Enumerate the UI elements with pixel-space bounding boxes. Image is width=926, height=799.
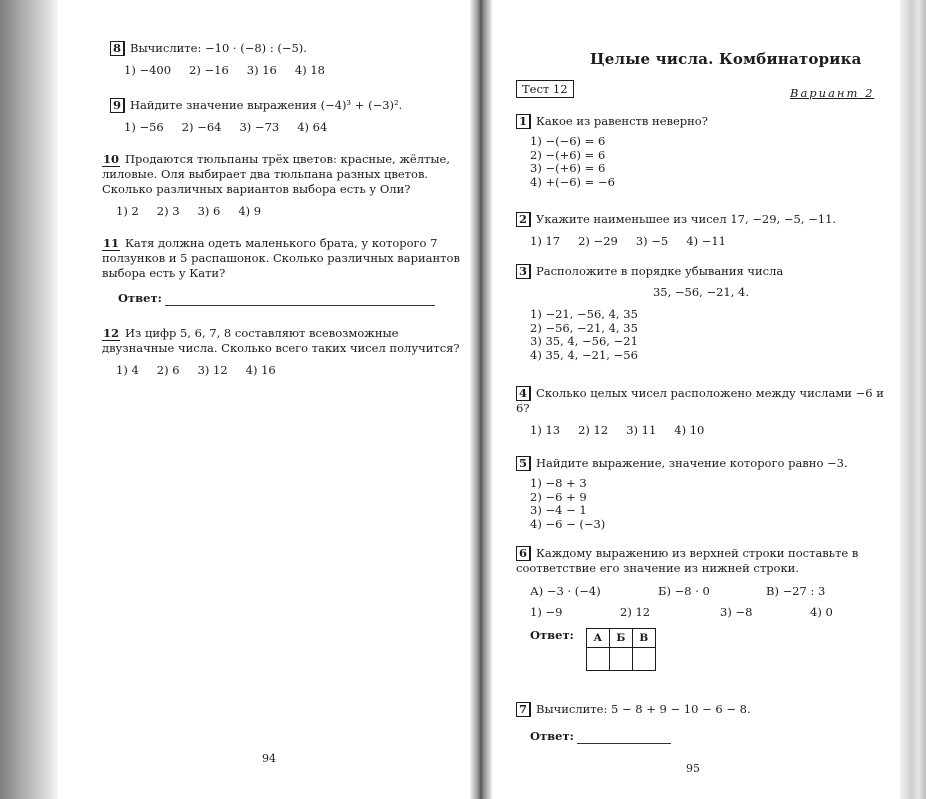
option: 3) 16: [246, 63, 277, 77]
task-number: 4: [516, 386, 531, 401]
task-text: Из цифр 5, 6, 7, 8 составляют всевозможные двузначные числа. Сколько всего таких чисел получится?: [102, 326, 460, 355]
option: 1) 2: [116, 204, 139, 218]
value: 1) −9: [530, 605, 563, 619]
option: 4) 35, 4, −21, −56: [530, 347, 638, 362]
option: 4) +(−6) = −6: [530, 174, 615, 189]
task-text: Каждому выражению из верхней строки поставьте в соответствие его значение из нижней строки.: [516, 546, 859, 575]
option: 1) −8 + 3: [530, 476, 587, 490]
option: 2) −16: [189, 63, 229, 77]
option: 3) −73: [239, 120, 280, 134]
task-options: [110, 63, 460, 78]
task-options: [516, 423, 886, 438]
option: 4) 18: [294, 63, 325, 77]
option: 1) 13: [530, 423, 561, 437]
option: 2) −56, −21, 4, 35: [530, 320, 638, 335]
option: 1) −21, −56, 4, 35: [530, 307, 638, 321]
task-options: [516, 308, 886, 362]
left-page-shadow: [0, 0, 58, 799]
option: 4) −11: [686, 234, 726, 248]
task-text: Найдите выражение, значение которого равно −3.: [536, 456, 848, 470]
option: 3) −4 − 1: [530, 503, 587, 517]
option: 3) 35, 4, −56, −21: [530, 334, 638, 348]
option: 2) −(+6) = 6: [530, 147, 606, 162]
option: 1) −(−6) = 6: [530, 134, 606, 148]
answer-label: Ответ:: [530, 729, 574, 743]
task-number: 3: [516, 264, 531, 279]
option: 2) 3: [156, 204, 180, 218]
right-page-edge: [900, 0, 926, 799]
task-number: 1: [516, 114, 531, 129]
task-9: [110, 98, 460, 135]
left-page: [58, 0, 470, 799]
task-options: [516, 477, 886, 531]
task-3: [516, 264, 886, 362]
answer-cell[interactable]: [609, 648, 632, 671]
task-number: 7: [516, 702, 531, 717]
task-text: Продаются тюльпаны трёх цветов: красные, жёлтые, лиловые. Оля выбирает два тюльпана разных цветов. Сколько различных вариантов выбора есть у Оли?: [102, 152, 451, 196]
option: 2) −29: [578, 234, 618, 248]
task-2: [516, 212, 886, 249]
task-text: Сколько целых чисел расположено между числами −6 и 6?: [516, 386, 884, 415]
task-text: Какое из равенств неверно?: [536, 114, 708, 128]
bottom-row: [516, 605, 886, 620]
option: 1) −400: [124, 63, 172, 77]
option: 4) 64: [297, 120, 328, 134]
option: 3) 11: [626, 423, 657, 437]
answer-label: Ответ:: [118, 291, 162, 305]
option: 4) −6 − (−3): [530, 516, 606, 531]
table-header: А: [586, 629, 609, 648]
task-text: Найдите значение выражения (−4)³ + (−3)².: [130, 98, 403, 112]
task-text: Вычислите: −10 · (−8) : (−5).: [130, 41, 307, 55]
table-header: В: [632, 629, 655, 648]
task-text: Укажите наименьшее из чисел 17, −29, −5, −11.: [536, 212, 837, 226]
variant-label: Вариант 2: [790, 86, 875, 100]
answer-line[interactable]: [577, 733, 671, 744]
option: 3) 6: [197, 204, 221, 218]
answer-row: [516, 729, 886, 744]
expression: В) −27 : 3: [766, 584, 826, 598]
option: 2) −64: [181, 120, 222, 134]
option: 4) 16: [245, 363, 276, 377]
page-number: 95: [686, 762, 700, 775]
task-number: 9: [110, 98, 125, 113]
value: 2) 12: [620, 605, 651, 619]
table-header: Б: [609, 629, 632, 648]
task-12: [102, 326, 462, 378]
task-5: [516, 456, 886, 531]
value: 3) −8: [720, 605, 753, 619]
task-text: Катя должна одеть маленького брата, у которого 7 ползунков и 5 распашонок. Сколько различных вариантов выбора есть у Кати?: [102, 236, 460, 280]
test-label: Тест 12: [516, 80, 574, 98]
task-6: [516, 546, 886, 671]
task-4: [516, 386, 886, 438]
option: 2) 6: [156, 363, 180, 377]
task-number: 11: [103, 236, 120, 250]
task-1: [516, 114, 886, 189]
task-options: [516, 234, 886, 249]
task-text: Вычислите: 5 − 8 + 9 − 10 − 6 − 8.: [536, 702, 751, 716]
top-row: [516, 584, 886, 599]
option: 3) −(+6) = 6: [530, 161, 606, 175]
option: 1) 17: [530, 234, 561, 248]
answer-label: Ответ:: [530, 628, 574, 642]
answer-line[interactable]: [165, 295, 435, 306]
right-page: [492, 0, 900, 799]
value: 4) 0: [810, 605, 833, 619]
option: 1) −56: [124, 120, 164, 134]
page-number: 94: [262, 752, 276, 765]
task-text: Расположите в порядке убывания числа: [536, 264, 784, 278]
task-number: 5: [516, 456, 531, 471]
task-8: [110, 41, 460, 78]
option: 2) −6 + 9: [530, 489, 587, 504]
page-title: Целые числа. Комбинаторика: [590, 50, 862, 68]
task-number: 8: [110, 41, 125, 56]
option: 1) 4: [116, 363, 139, 377]
option: 4) 9: [238, 204, 262, 218]
task-11: [102, 236, 462, 306]
option: 2) 12: [578, 423, 609, 437]
answer-cell[interactable]: [632, 648, 655, 671]
task-options: [516, 135, 886, 189]
option: 3) 12: [197, 363, 228, 377]
answer-table: [586, 628, 656, 671]
expression: А) −3 · (−4): [530, 584, 601, 598]
task-number: 12: [103, 326, 120, 340]
answer-row: [516, 628, 886, 671]
option: 3) −5: [635, 234, 669, 248]
task-7: [516, 702, 886, 744]
number-sequence: 35, −56, −21, 4.: [652, 285, 750, 299]
task-number: 10: [103, 152, 120, 166]
answer-row: [102, 291, 462, 306]
task-number: 2: [516, 212, 531, 227]
option: 4) 10: [674, 423, 705, 437]
task-options: [110, 120, 460, 135]
task-10: [102, 152, 462, 219]
answer-cell[interactable]: [586, 648, 609, 671]
expression: Б) −8 · 0: [658, 584, 710, 598]
task-options: [102, 204, 462, 219]
task-options: [102, 363, 462, 378]
book-gutter: [470, 0, 492, 799]
task-number: 6: [516, 546, 531, 561]
